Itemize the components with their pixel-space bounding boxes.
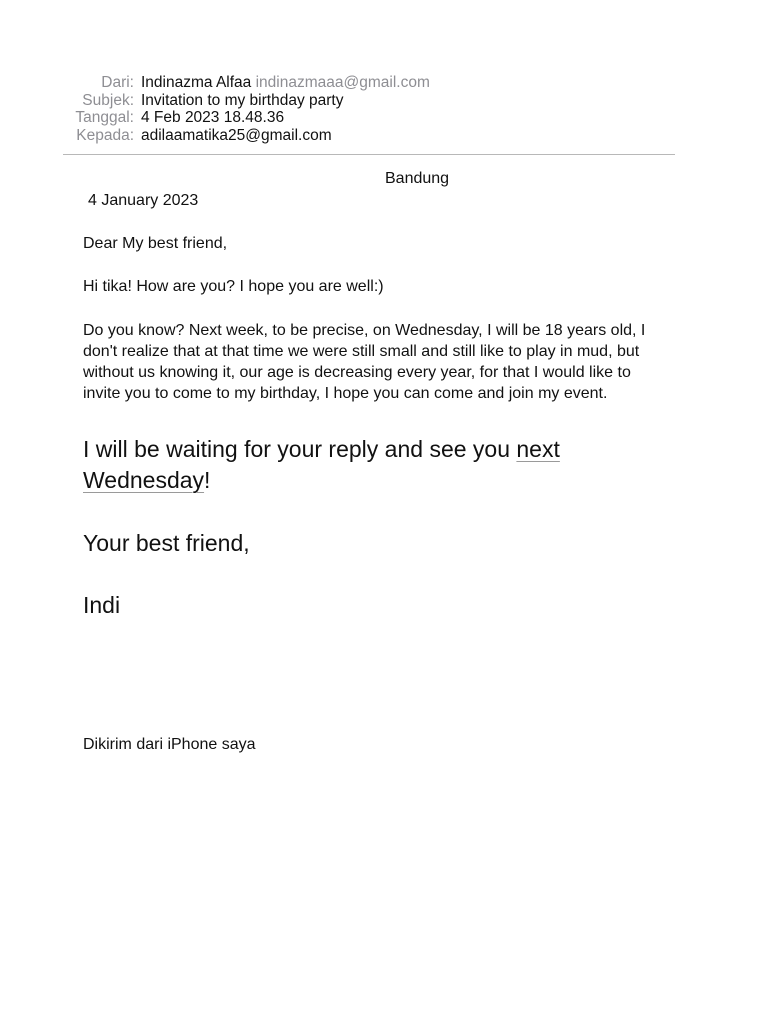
letter-opening: Hi tika! How are you? I hope you are well:) xyxy=(83,278,384,295)
date-link-next[interactable]: next xyxy=(516,436,560,462)
sender-email[interactable]: indinazmaaa@gmail.com xyxy=(255,74,430,91)
waiting-paragraph xyxy=(83,434,560,496)
letter-body xyxy=(83,320,683,404)
sent-from-footer: Dikirim dari iPhone saya xyxy=(83,736,256,753)
body-line: Do you know? Next week, to be precise, on Wednesday, I will be 18 years old, I xyxy=(83,322,646,339)
to-label: Kepada: xyxy=(76,126,134,144)
body-line: invite you to come to my birthday, I hope you can come and join my event. xyxy=(83,385,608,402)
waiting-line-1 xyxy=(83,434,560,465)
body-line: don't realize that at that time we were still small and still like to play in mud, but xyxy=(83,343,640,360)
letter-date: 4 January 2023 xyxy=(88,192,199,209)
waiting-text: I will be waiting for your reply and see you xyxy=(83,436,517,462)
letter-greeting: Dear My best friend, xyxy=(83,235,228,252)
date-value: 4 Feb 2023 18.48.36 xyxy=(141,109,285,126)
from-value xyxy=(141,74,430,92)
subject-value: Invitation to my birthday party xyxy=(141,91,344,109)
waiting-end: ! xyxy=(204,467,211,493)
sender-name: Indinazma Alfaa xyxy=(141,74,252,91)
subject-row xyxy=(63,92,675,110)
from-label: Dari: xyxy=(101,74,134,91)
waiting-line-2 xyxy=(83,465,560,496)
from-row xyxy=(63,74,675,92)
email-header xyxy=(63,74,675,144)
subject-label: Subjek: xyxy=(82,91,134,109)
body-line: without us knowing it, our age is decreasing every year, for that I would like to xyxy=(83,364,631,381)
to-row xyxy=(63,127,675,145)
letter-signature: Indi xyxy=(83,592,121,618)
date-link-wednesday[interactable]: Wednesday xyxy=(83,467,205,493)
recipient-email[interactable]: adilaamatika25@gmail.com xyxy=(141,126,332,144)
header-divider xyxy=(63,154,675,155)
letter-closing: Your best friend, xyxy=(83,530,250,556)
date-label: Tanggal: xyxy=(75,109,134,126)
date-row xyxy=(63,109,675,127)
letter-place: Bandung xyxy=(385,170,450,187)
